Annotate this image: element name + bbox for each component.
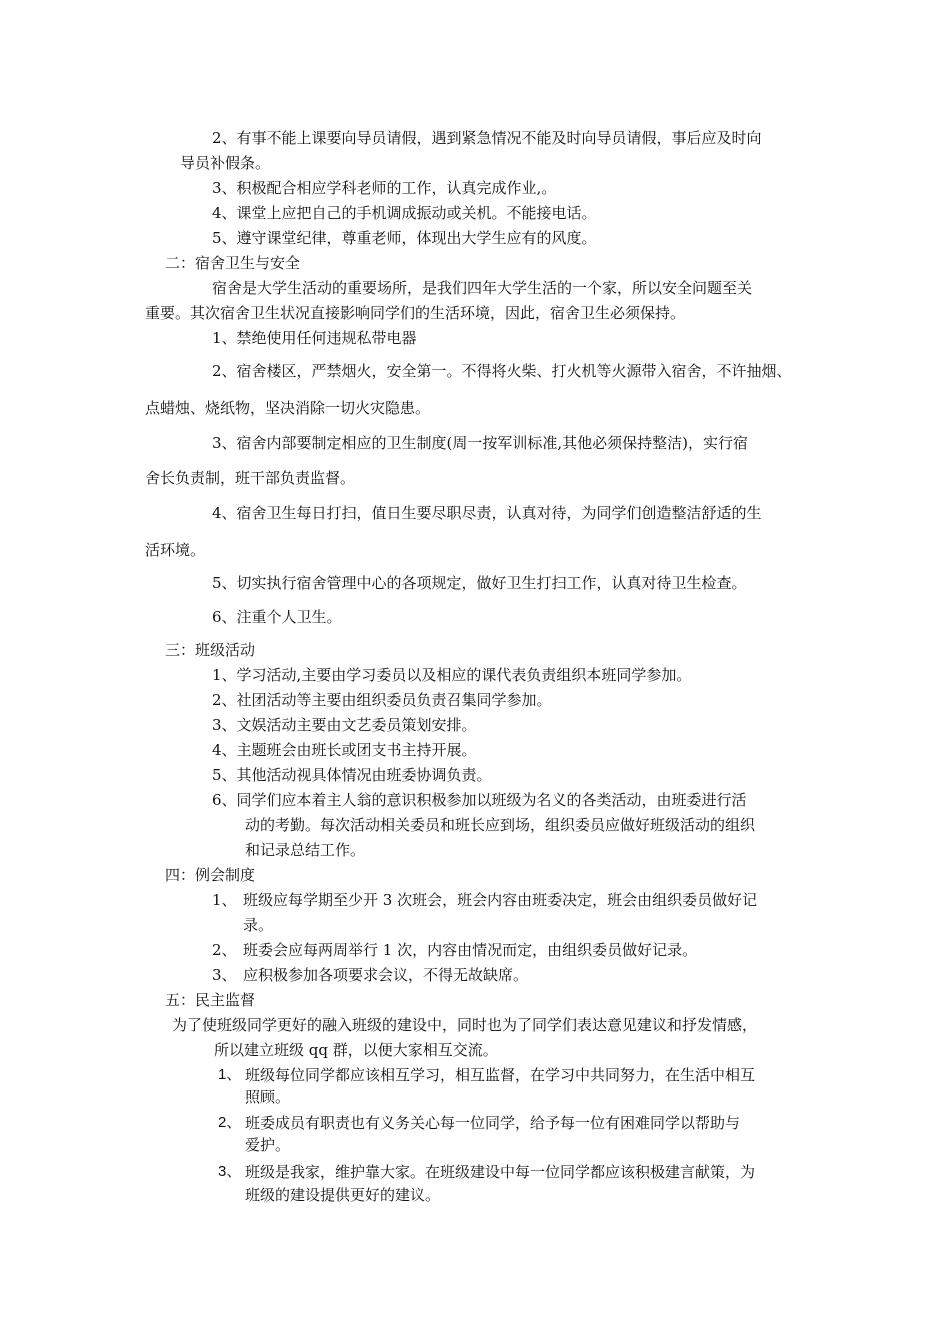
- activity-2: 2、社团活动等主要由组织委员负责召集同学参加。: [212, 691, 552, 709]
- dorm-rule-6: 6、注重个人卫生。: [212, 608, 342, 626]
- class-rule-2-line2: 导员补假条。: [180, 154, 271, 172]
- activity-6-line1: 6、同学们应本着主人翁的意识积极参加以班级为名义的各类活动，由班委进行活: [212, 791, 747, 809]
- meeting-rule-1-line2: 录。: [243, 916, 274, 934]
- activity-1: 1、学习活动,主要由学习委员以及相应的课代表负责组织本班同学参加。: [212, 666, 692, 684]
- activity-3: 3、文娱活动主要由文艺委员策划安排。: [212, 716, 477, 734]
- activities-section-heading: 三：班级活动: [165, 641, 256, 659]
- meeting-rule-2: 班委会应每两周举行 1 次，内容由情况而定，由组织委员做好记录。: [243, 941, 698, 959]
- dorm-rule-4-line2: 活环境。: [145, 541, 206, 559]
- dorm-rule-4-line1: 4、宿舍卫生每日打扫，值日生要尽职尽责，认真对待，为同学们创造整洁舒适的生: [212, 504, 762, 522]
- dorm-section-heading: 二：宿舍卫生与安全: [165, 254, 301, 272]
- class-rule-2-line1: 2、有事不能上课要向导员请假，遇到紧急情况不能及时向导员请假，事后应及时向: [212, 129, 762, 147]
- supervision-rule-3-line2: 班级的建设提供更好的建议。: [245, 1186, 441, 1204]
- supervision-rule-2-num: 2、: [218, 1114, 242, 1131]
- supervision-rule-3-num: 3、: [218, 1163, 242, 1180]
- meeting-rule-2-num: 2、: [212, 941, 237, 959]
- class-rule-4: 4、课堂上应把自己的手机调成振动或关机。不能接电话。: [212, 204, 597, 222]
- supervision-rule-2-line1: 班委成员有职责也有义务关心每一位同学，给予每一位有困难同学以帮助与: [245, 1114, 741, 1132]
- supervision-rule-1-line1: 班级每位同学都应该相互学习，相互监督，在学习中共同努力，在生活中相互: [245, 1066, 756, 1084]
- supervision-rule-2-line2: 爱护。: [245, 1136, 291, 1154]
- supervision-section-heading: 五：民主监督: [165, 991, 256, 1009]
- class-rule-5: 5、遵守课堂纪律，尊重老师，体现出大学生应有的风度。: [212, 229, 597, 247]
- meeting-rule-1-line1: 班级应每学期至少开 3 次班会，班会内容由班委决定，班会由组织委员做好记: [243, 891, 758, 909]
- supervision-rule-3-line1: 班级是我家，维护靠大家。在班级建设中每一位同学都应该积极建言献策，为: [245, 1163, 756, 1181]
- activity-5: 5、其他活动视具体情况由班委协调负责。: [212, 766, 492, 784]
- dorm-rule-3-line1: 3、宿舍内部要制定相应的卫生制度(周一按军训标准,其他必须保持整洁)，实行宿: [212, 434, 749, 452]
- meeting-rule-1-num: 1、: [212, 891, 237, 909]
- activity-6-line2: 动的考勤。每次活动相关委员和班长应到场，组织委员应做好班级活动的组织: [245, 816, 756, 834]
- dorm-intro-line1: 宿舍是大学生活动的重要场所，是我们四年大学生活的一个家，所以安全问题至关: [212, 279, 753, 297]
- meeting-section-heading: 四：例会制度: [165, 866, 256, 884]
- dorm-intro-line2: 重要。其次宿舍卫生状况直接影响同学们的生活环境，因此，宿舍卫生必须保持。: [145, 304, 686, 322]
- supervision-intro-line1: 为了使班级同学更好的融入班级的建设中，同时也为了同学们表达意见建议和抒发情感，: [172, 1016, 758, 1034]
- dorm-rule-5: 5、切实执行宿舍管理中心的各项规定，做好卫生打扫工作，认真对待卫生检查。: [212, 574, 747, 592]
- dorm-rule-3-line2: 舍长负责制，班干部负责监督。: [145, 469, 356, 487]
- activity-6-line3: 和记录总结工作。: [245, 841, 366, 859]
- dorm-rule-2-line2: 点蜡烛、烧纸物，坚决消除一切火灾隐患。: [145, 399, 431, 417]
- activity-4: 4、主题班会由班长或团支书主持开展。: [212, 741, 477, 759]
- meeting-rule-3: 应积极参加各项要求会议，不得无故缺席。: [243, 966, 529, 984]
- supervision-intro-line2: 所以建立班级 qq 群，以便大家相互交流。: [214, 1041, 498, 1059]
- dorm-rule-1: 1、禁绝使用任何违规私带电器: [212, 329, 417, 347]
- class-rule-3: 3、积极配合相应学科老师的工作，认真完成作业,。: [212, 179, 557, 197]
- supervision-rule-1-num: 1、: [218, 1066, 242, 1083]
- dorm-rule-2-line1: 2、宿舍楼区，严禁烟火，安全第一。不得将火柴、打火机等火源带入宿舍，不许抽烟、: [212, 362, 792, 380]
- meeting-rule-3-num: 3、: [212, 966, 237, 984]
- supervision-rule-1-line2: 照顾。: [245, 1088, 291, 1106]
